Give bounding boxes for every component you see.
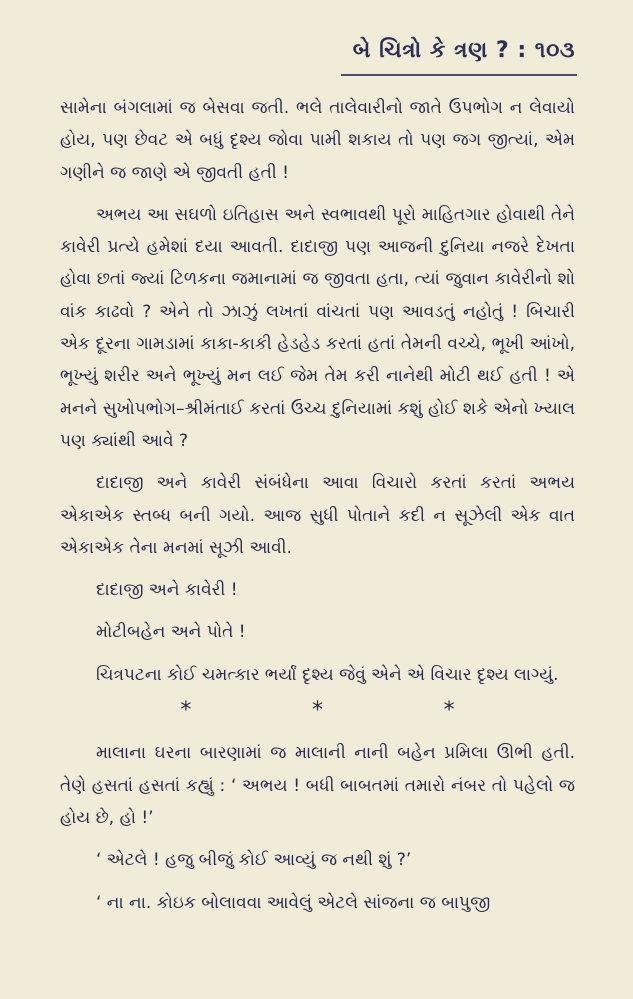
asterisk: * xyxy=(311,698,323,724)
paragraph: મોટીબહેન અને પોતે ! xyxy=(96,622,246,643)
page-body xyxy=(60,92,575,919)
paragraph: અભય આ સઘળો ઇતિહાસ અને સ્વભાવથી પૂરો માહિતગાર હોવાથી તેને કાવેરી પ્રત્યે હમેશાં દયા આવતી. દાદાજી પણ આજની દુનિયા નજરે દેખતા હોવા છતાં જ્યાં ટિળકના જમાનામાં જ જીવતા હતા, ત્યાં જુવાન કાવેરીનો શો વાંક કાઢવો ? એને તો ઝાઝું લખતાં વાંચતાં પણ આવડતું નહોતું ! બિચારી એક દૂરના ગામડામાં કાકા-કાકી હેડહેડ કરતાં હતાં તેમની વચ્ચે, ભૂખી આંખો, ભૂખ્યું શરીર અને ભૂખ્યું મન લઈ જેમ તેમ કરી નાનેથી મોટી થઈ હતી ! એ મનને સુખોપભોગ–શ્રીમંતાઈ કરતાં ઉચ્ચ દુનિયામાં કશું હોઈ શકે એનો ખ્યાલ પણ ક્યાંથી આવે ? xyxy=(60,204,575,451)
paragraph: ‘ ના ના. કોઇક બોલાવવા આવેલું એટલે સાંજના જ બાપુજી xyxy=(96,892,491,913)
running-header: બે ચિત્રો કે ત્રણ ? : ૧૦૩ xyxy=(352,38,575,63)
paragraph: દાદાજી અને કાવેરી સંબંધેના આવા વિચારો કરતાં કરતાં અભય એકાએક સ્તબ્ધ બની ગયો. આજ સુધી પોતાને કદી ન સૂઝેલી એક વાત એકાએક તેના મનમાં સૂઝી આવી. xyxy=(60,473,575,558)
paragraph: દાદાજી અને કાવેરી ! xyxy=(96,580,238,601)
paragraph: ચિત્રપટના કોઈ ચમત્કાર ભર્યાં દૃશ્ય જેવું એને એ વિચાર દૃશ્ય લાગ્યું. xyxy=(96,664,559,685)
paragraph: માલાના ઘરના બારણામાં જ માલાની નાની બહેન પ્રમિલા ઊભી હતી. તેણે હસતાં હસતાં કહ્યું : ‘ અભય ! બધી બાબતમાં તમારો નંબર તો પહેલો જ હોય છે, હો !’ xyxy=(60,743,575,828)
section-break xyxy=(60,695,575,727)
asterisk: * xyxy=(443,698,455,724)
paragraph: ‘ એટલે ! હજુ બીજું કોઈ આવ્યું જ નથી શું ?’ xyxy=(96,850,412,871)
paragraph: સામેના બંગલામાં જ બેસવા જતી. ભલે તાલેવારીનો જાતે ઉપભોગ ન લેવાયો હોય, પણ છેવટ એ બધું દૃશ્ય જોવા પામી શકાય તો પણ જગ જીત્યાં, એમ ગણીને જ જાણે એ જીવતી હતી ! xyxy=(60,98,575,183)
asterisk: * xyxy=(180,698,192,724)
header-underline xyxy=(341,74,577,76)
